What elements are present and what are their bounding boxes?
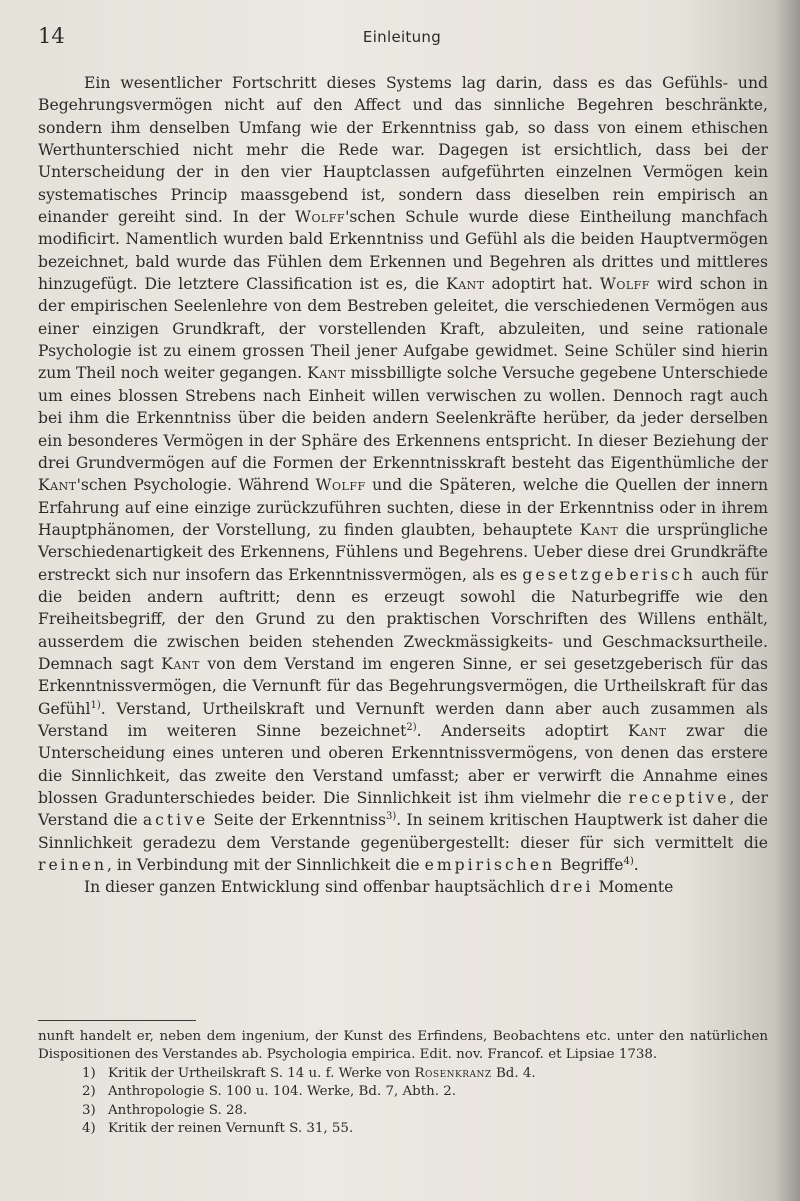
- footnote-rule: [38, 1020, 196, 1021]
- footnote-mark: 1): [82, 1065, 96, 1081]
- author-name: Kant: [161, 654, 200, 673]
- spaced-emphasis: active: [142, 811, 209, 830]
- footnote-item: 2) Anthropologie S. 100 u. 104. Werke, Bd. 7, Abth. 2.: [38, 1083, 768, 1101]
- footnote-ref: 1): [90, 699, 101, 711]
- page-edge-shadow: [776, 0, 800, 1201]
- footnote-ref: 4): [623, 856, 634, 868]
- spaced-emphasis: gesetzgeberisch: [522, 565, 696, 584]
- spaced-emphasis: reinen: [38, 856, 107, 875]
- spaced-emphasis: receptive: [628, 789, 730, 807]
- footnote-ref: 2): [406, 721, 417, 733]
- spaced-emphasis: empirischen: [424, 856, 556, 875]
- paragraph-1: Ein wesentlicher Fortschritt dieses Systems lag darin, dass es das Gefühls- und Begehrungsvermögen nicht auf den Affect und das sinnliche Begehren beschränkte, sondern ihm denselben Umfang wie der Erkenntniss gab, so dass von einem ethischen Werthunterschied nicht mehr die Rede war. Dagegen ist ersichtlich, dass bei der Unterscheidung der in den vier Hauptclassen aufgeführten einzelnen Vermögen kein systematisches Princip maassgebend ist, sondern dass dieselben rein empirisch an einander gereiht sind. In der Wolff'schen Schule wurde diese Eintheilung manchfach modificirt. Namentlich wurden bald Erkenntniss und Gefühl als die beiden Hauptvermögen bezeichnet, bald wurde das Fühlen dem Erkennen und Begehren als drittes und mittleres hinzugefügt. Die letztere Classification ist es, die Kant adoptirt hat. Wolff wird schon in der empirischen Seelenlehre von dem Bestreben geleitet, die verschiedenen Vermögen aus einer einzigen Grundkraft, der vorstellenden Kraft, abzuleiten, und seine rationale Psychologie ist zu einem grossen Theil jener Aufgabe gewidmet. Seine Schüler sind hierin zum Theil noch weiter gegangen. Kant missbilligte solche Versuche gegebene Unterschiede um eines blossen Strebens nach Einheit willen verwischen zu wollen. Dennoch ragt auch bei ihm die Erkenntniss über die beiden andern Seelenkräfte herüber, da jeder derselben ein besonderes Vermögen in der Sphäre des Erkennens entspricht. In dieser Beziehung der drei Grundvermögen auf die Formen der Erkenntnisskraft besteht das Eigenthümliche der Kant'schen Psychologie. Während Wolff und die Späteren, welche die Quellen der innern Erfahrung auf eine einzige zurückzuführen suchten, diese in der Erkenntniss oder in ihrem Hauptphänomen, der Vorstellung, zu finden glaubten, behauptete Kant die ursprüngliche Verschiedenartigkeit des Erkennens, Fühlens und Begehrens. Ueber diese drei Grundkräfte erstreckt sich nur insofern das Erkenntnissvermögen, als es gesetzgeberisch auch für die beiden andern auftritt; denn es erzeugt sowohl die Naturbegriffe wie den Freiheitsbegriff, der den Grund zu den praktischen Vorschriften des Willens enthält, ausserdem die zwischen beiden stehenden Zweckmässigkeits- und Geschmacksurtheile. Demnach sagt Kant von dem Verstand im engeren Sinne, er sei gesetzgeberisch für das Erkenntnissvermögen, die Vernunft für das Begehrungsvermögen, die Urtheilskraft für das Gefühl$^{1)}$. Verstand, Urtheilskraft und Vernunft werden dann aber auch zusammen als Verstand im weiteren Sinne bezeichnet$^{2)}$. Anderseits adoptirt Kant zwar die Unterscheidung eines unteren und oberen Erkenntnissvermögens, von denen das erstere die Sinnlichkeit, das zweite den Verstand umfasst; aber er verwirft die Annahme eines blossen Gradunterschiedes beider. Die Sinnlichkeit ist ihm vielmehr die receptive, der Verstand die active Seite der Erkenntniss$^{3)}$. In seinem kritischen Hauptwerk ist daher die Sinnlichkeit geradezu dem Verstande gegenübergestellt: dieser für sich vermittelt die reinen, in Verbindung mit der Sinnlichkeit die empirischen Begriffe$^{4)}$.: [38, 74, 768, 875]
- footnote-continuation: nunft handelt er, neben dem ingenium, der Kunst des Erfindens, Beobachtens etc. unter den natürlichen Dispositionen des Verstandes ab. Psychologia empirica. Edit. nov. Francof. et Lipsiae 1738.: [38, 1029, 768, 1063]
- spaced-emphasis: drei: [549, 878, 594, 897]
- author-name: Wolff: [294, 208, 346, 227]
- page-header: [38, 24, 766, 52]
- author-name: Kant: [446, 275, 485, 294]
- author-name: Kant: [38, 476, 77, 495]
- author-name: Wolff: [315, 476, 366, 495]
- author-name: Wolff: [599, 275, 650, 294]
- footnote-mark: 2): [82, 1084, 96, 1100]
- main-text: [38, 72, 768, 899]
- footnote-item: 4) Kritik der reinen Vernunft S. 31, 55.: [38, 1120, 768, 1138]
- footnote-ref: 3): [386, 811, 397, 823]
- page-number: 14: [38, 24, 65, 48]
- author-name: Kant: [307, 364, 346, 383]
- footnotes: [38, 1028, 768, 1138]
- author-name: Kant: [579, 520, 619, 539]
- running-head: Einleitung: [362, 28, 442, 46]
- author-name: Kant: [628, 721, 667, 740]
- author-name: Rosenkranz: [414, 1065, 492, 1081]
- footnote-mark: 4): [82, 1121, 96, 1137]
- footnote-item: 1) Kritik der Urtheilskraft S. 14 u. f. Werke von Rosenkranz Bd. 4.: [38, 1065, 768, 1083]
- footnote-mark: 3): [82, 1102, 96, 1118]
- footnote-item: 3) Anthropologie S. 28.: [38, 1102, 768, 1120]
- paragraph-2: In dieser ganzen Entwicklung sind offenbar hauptsächlich drei Momente: [84, 878, 674, 897]
